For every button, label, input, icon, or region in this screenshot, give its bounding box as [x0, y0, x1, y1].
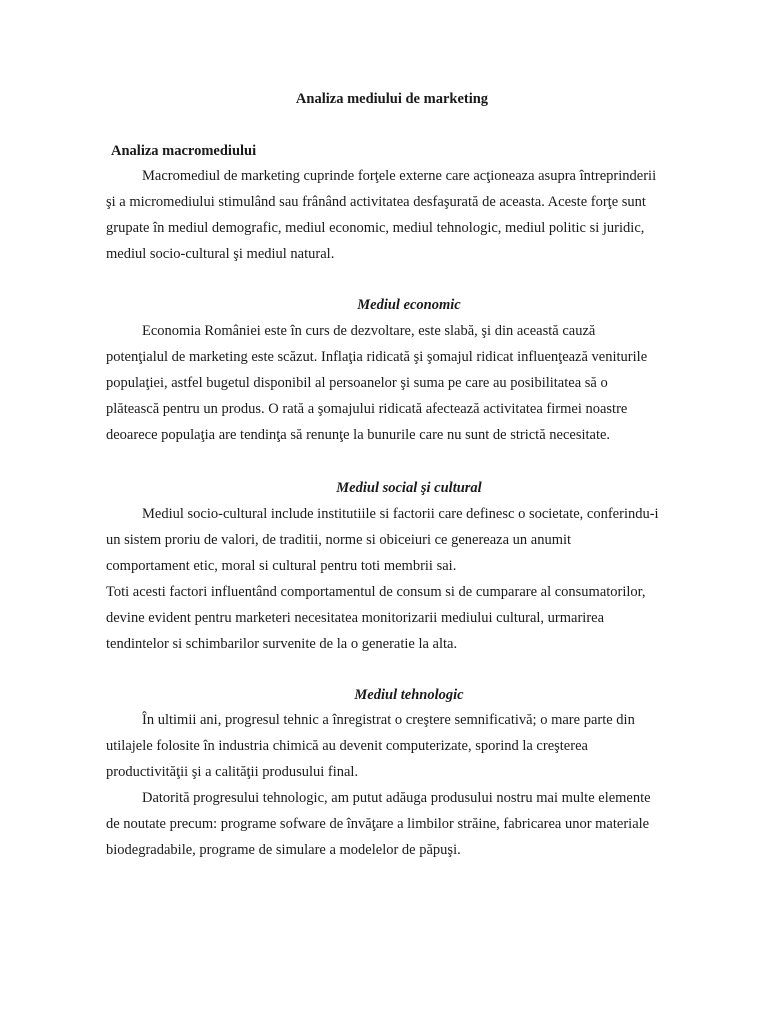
paragraph-line: Datorită progresului tehnologic, am putut adăuga produsului nostru mai multe elemente — [142, 790, 651, 806]
section-subtitle: Analiza macromediului — [111, 143, 257, 159]
social-cultural-paragraph — [106, 501, 672, 657]
paragraph-line: Macromediul de marketing cuprinde forţele externe care acţioneaza asupra întreprinderii — [142, 168, 657, 184]
paragraph-line: Toti acesti factori influentând comportamentul de consum si de cumparare al consumatorilor, — [106, 584, 646, 600]
paragraph-line: deoarece populaţia are tendinţa să renunţe la bunurile care nu sunt de strictă necesitate. — [106, 427, 611, 443]
paragraph-line: mediul socio-cultural şi mediul natural. — [106, 246, 335, 262]
paragraph-line: comportament etic, moral si cultural pentru toti membrii sai. — [106, 558, 457, 574]
paragraph-line: Mediul socio-cultural include institutiile si factorii care definesc o societate, conferindu-i — [142, 506, 659, 522]
paragraph-line: utilajele folosite în industria chimică au devenit computerizate, sporind la creşterea — [106, 738, 588, 754]
paragraph-line: de noutate precum: programe sofware de învăţare a limbilor străine, fabricarea unor materiale — [106, 816, 650, 832]
paragraph-line: şi a micromediului stimulând sau frânând activitatea desfaşurată de aceasta. Aceste forţe sunt — [106, 194, 646, 210]
paragraph-line: potenţialul de marketing este scăzut. Inflaţia ridicată şi şomajul ridicat influenţează veniturile — [106, 349, 648, 365]
paragraph-line: În ultimii ani, progresul tehnic a înregistrat o creştere semnificativă; o mare parte din — [142, 712, 635, 728]
paragraph-line: productivităţii şi a calităţii produsului final. — [106, 764, 359, 780]
intro-paragraph — [106, 163, 672, 267]
paragraph-line: un sistem proriu de valori, de traditii, norme si obiceiuri ce genereaza un anumit — [106, 532, 572, 548]
economic-paragraph — [106, 318, 672, 448]
document-title: Analiza mediului de marketing — [295, 91, 489, 107]
paragraph-line: devine evident pentru marketeri necesitatea monitorizarii mediului cultural, urmarirea — [106, 610, 605, 626]
paragraph-line: tendintelor si schimbarilor survenite de la o generatie la alta. — [106, 636, 458, 652]
paragraph-line: grupate în mediul demografic, mediul economic, mediul tehnologic, mediul politic si juridic, — [106, 220, 645, 236]
section-heading-technological: Mediul tehnologic — [354, 687, 464, 703]
paragraph-line: Economia României este în curs de dezvoltare, este slabă, şi din această cauză — [142, 323, 596, 339]
paragraph-line: plătească pentru un produs. O rată a şomajului ridicată afectează activitatea firmei noastre — [106, 401, 628, 417]
paragraph-line: populaţiei, astfel bugetul disponibil al persoanelor şi suma pe care au posibilitatea să o — [106, 375, 608, 391]
section-heading-social-cultural: Mediul social şi cultural — [336, 480, 482, 496]
paragraph-line: biodegradabile, programe de simulare a modelelor de păpuşi. — [106, 842, 461, 858]
section-heading-economic: Mediul economic — [357, 297, 461, 313]
technological-paragraph — [106, 707, 672, 863]
